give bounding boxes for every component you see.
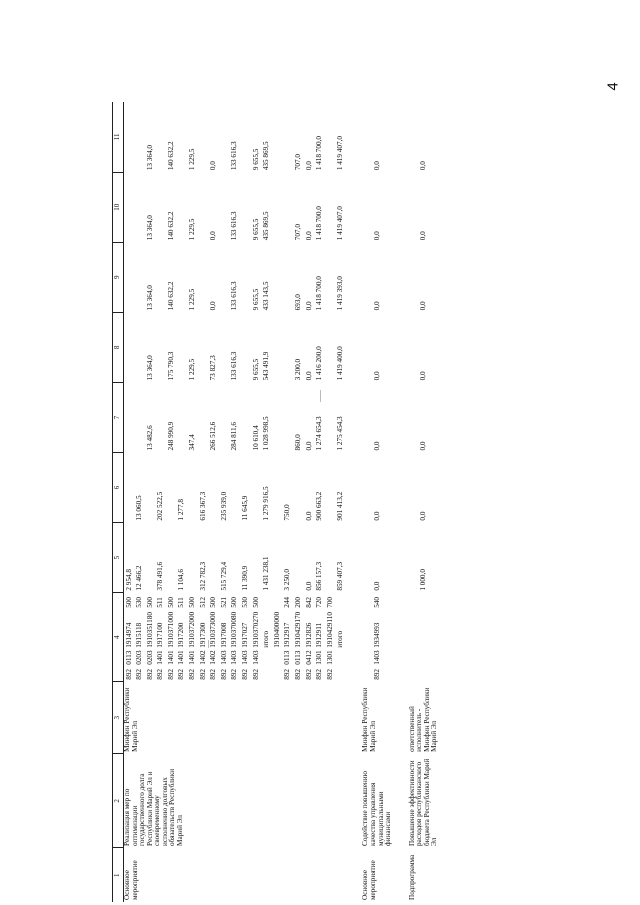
- table-row: [346, 102, 392, 902]
- section-code: 1403: [241, 650, 250, 665]
- target-article-code: 1910372000: [188, 611, 197, 648]
- target-article-code: 1917100: [156, 622, 165, 648]
- amount-cell: 0,0: [304, 161, 313, 171]
- section-code: 0203: [135, 650, 144, 665]
- classification-codes: [294, 593, 305, 682]
- amount-cell: 235 939,0: [219, 491, 228, 521]
- target-article-code: 1915118: [135, 622, 144, 648]
- row-executor: ответственный исполнитель - Минфин Республики Марий Эл: [407, 687, 439, 752]
- amount-cell: [124, 382, 135, 452]
- amount-cell: 2 954,8: [124, 569, 133, 591]
- classification-codes: [124, 593, 135, 682]
- page-number: 4: [604, 82, 622, 91]
- amount-cell: [135, 172, 146, 242]
- target-article-code: 1912911: [315, 622, 324, 648]
- column-number: 5: [113, 523, 124, 593]
- amount-cell: [251, 523, 262, 593]
- expense-type-code: 720: [315, 596, 324, 608]
- classification-codes: [393, 593, 439, 682]
- admin-code: 892: [372, 668, 381, 680]
- expense-type-code: 244: [283, 596, 292, 608]
- amount-cell: 433 143,5: [262, 281, 271, 311]
- amount-cell: 9 655,5: [251, 358, 260, 381]
- classification-codes: [230, 593, 241, 682]
- target-article-code: 1910429110: [325, 612, 334, 648]
- table-row: [124, 102, 135, 902]
- amount-cell: 284 811,6: [230, 422, 239, 451]
- amount-cell: [325, 382, 336, 452]
- amount-cell: 9 655,5: [251, 148, 260, 171]
- amount-cell: [135, 312, 146, 382]
- amount-cell: 856 157,3: [315, 561, 324, 591]
- column-number: 3: [113, 682, 124, 754]
- admin-code: 892: [188, 668, 197, 680]
- amount-cell: 13 060,5: [135, 495, 144, 521]
- target-article-code: 1914974: [124, 622, 133, 648]
- amount-cell: [251, 452, 262, 522]
- target-article-code: 1912826: [304, 622, 313, 648]
- column-number: 4: [113, 593, 124, 682]
- amount-cell: 0,0: [209, 161, 218, 171]
- amount-cell: [156, 102, 167, 172]
- classification-codes: [241, 593, 252, 682]
- amount-cell: 707,0: [294, 154, 303, 171]
- amount-cell: 133 616,3: [230, 281, 239, 311]
- expense-type-code: 500: [251, 596, 260, 608]
- amount-cell: 1 274 654,3: [315, 416, 324, 451]
- classification-codes: [135, 593, 146, 682]
- column-number: 11: [113, 102, 124, 172]
- amount-cell: [198, 382, 209, 452]
- expense-type-code: 511: [156, 597, 165, 608]
- expense-type-code: 540: [372, 596, 381, 608]
- target-article-code: 1934993: [372, 622, 381, 648]
- amount-cell: 0,0: [372, 441, 381, 451]
- amount-cell: 0,0: [372, 161, 381, 171]
- amount-cell: 0,0: [419, 511, 428, 521]
- admin-code: 892: [209, 668, 218, 680]
- amount-cell: [325, 523, 336, 593]
- section-code: 1402: [209, 650, 218, 665]
- amount-cell: [272, 172, 283, 242]
- amount-cell: 133 616,3: [230, 351, 239, 381]
- amount-cell: 0,0: [209, 301, 218, 311]
- amount-cell: 0,0: [304, 301, 313, 311]
- section-code: 1403: [230, 650, 239, 665]
- amount-cell: [325, 172, 336, 242]
- table-body: [124, 102, 439, 902]
- amount-cell: 175 790,3: [166, 351, 175, 381]
- amount-cell: 1 229,5: [188, 358, 197, 381]
- amount-cell: [135, 382, 146, 452]
- target-article-code: 1910351180: [145, 612, 154, 648]
- column-number: 7: [113, 382, 124, 452]
- amount-cell: [177, 242, 188, 312]
- section-code: 1401: [188, 650, 197, 665]
- amount-cell: 0,0: [304, 441, 313, 451]
- admin-code: 892: [241, 668, 250, 680]
- amount-cell: [198, 172, 209, 242]
- amount-cell: 378 491,6: [156, 561, 165, 591]
- amount-cell: 266 512,6: [209, 421, 218, 451]
- amount-cell: 1 229,5: [188, 218, 197, 241]
- amount-cell: 901 413,2: [336, 491, 345, 521]
- amount-cell: [177, 172, 188, 242]
- expense-type-code: 530: [135, 596, 144, 608]
- amount-cell: [188, 523, 199, 593]
- column-number: 6: [113, 452, 124, 522]
- admin-code: 892: [251, 668, 260, 680]
- amount-cell: [294, 452, 305, 522]
- section-code: 1401: [166, 650, 175, 665]
- expense-type-code: 842: [304, 596, 313, 608]
- row-executor: Минфин Республики Марий Эл: [361, 687, 378, 752]
- classification-codes: [262, 593, 273, 682]
- amount-cell: [124, 242, 135, 312]
- amount-cell: [294, 523, 305, 593]
- classification-codes: [272, 593, 283, 682]
- amount-cell: [198, 102, 209, 172]
- amount-cell: [230, 452, 241, 522]
- column-number: 10: [113, 172, 124, 242]
- amount-cell: 0,0: [419, 231, 428, 241]
- amount-cell: [272, 523, 283, 593]
- row-type: Основное мероприятие: [361, 860, 378, 900]
- amount-cell: [166, 452, 177, 522]
- amount-cell: 1 418 700,0: [315, 136, 324, 171]
- amount-cell: 11 390,9: [241, 565, 250, 591]
- amount-cell: [177, 382, 188, 452]
- amount-cell: [124, 312, 135, 382]
- classification-codes: [283, 593, 294, 682]
- classification-codes: [188, 593, 199, 682]
- section-code: 1301: [325, 650, 334, 665]
- amount-cell: 0,0: [419, 161, 428, 171]
- amount-cell: [272, 382, 283, 452]
- amount-cell: [209, 523, 220, 593]
- target-article-code: 1917027: [241, 622, 250, 648]
- amount-cell: [156, 382, 167, 452]
- amount-cell: [209, 452, 220, 522]
- budget-table: [112, 102, 439, 902]
- amount-cell: [230, 523, 241, 593]
- amount-cell: 1 104,6: [177, 569, 186, 591]
- target-article-code: 1917300: [198, 622, 207, 648]
- amount-cell: 750,0: [283, 504, 292, 521]
- section-code: 0113: [283, 650, 292, 665]
- section-code: 1301: [315, 650, 324, 665]
- amount-cell: 0,0: [304, 371, 313, 381]
- amount-cell: 0,0: [372, 581, 381, 591]
- amount-cell: [219, 242, 230, 312]
- expense-type-code: 700: [325, 596, 334, 608]
- admin-code: 892: [230, 668, 239, 680]
- classification-codes: [346, 593, 392, 682]
- admin-code: 892: [304, 668, 313, 680]
- target-article-code: 1910370270: [251, 611, 260, 648]
- classification-codes: [251, 593, 262, 682]
- classification-codes: [198, 593, 209, 682]
- expense-type-code: 500: [166, 596, 175, 608]
- amount-cell: [219, 382, 230, 452]
- admin-code: 892: [156, 668, 165, 680]
- column-number-header: [113, 102, 124, 902]
- amount-cell: [156, 242, 167, 312]
- row-name: Повышение эффективности расходов республиканского бюджета Республики Марий Эл: [407, 758, 439, 846]
- amount-cell: 140 632,2: [166, 211, 175, 241]
- section-code: 1403: [251, 650, 260, 665]
- amount-cell: 1 419 407,0: [336, 206, 345, 241]
- amount-cell: [272, 452, 283, 522]
- target-article-code: 1910429170: [294, 611, 303, 648]
- amount-cell: 859 407,3: [336, 561, 345, 591]
- amount-cell: [145, 523, 156, 593]
- amount-cell: 13 482,6: [145, 425, 154, 451]
- admin-code: 892: [294, 668, 303, 680]
- amount-cell: 1 229,5: [188, 148, 197, 171]
- amount-cell: 11 645,9: [241, 495, 250, 521]
- target-article-code: 1910371000: [166, 611, 175, 648]
- amount-cell: [241, 242, 252, 312]
- admin-code: 892: [145, 668, 154, 680]
- admin-code: 892: [219, 668, 228, 680]
- amount-cell: 9 655,5: [251, 288, 260, 311]
- amount-cell: 133 616,3: [230, 211, 239, 241]
- amount-cell: [325, 242, 336, 312]
- amount-cell: 435 869,5: [262, 141, 271, 171]
- section-code: 0113: [294, 650, 303, 665]
- amount-cell: 1 279 916,5: [262, 486, 271, 521]
- amount-cell: 140 632,2: [166, 281, 175, 311]
- classification-codes: [145, 593, 156, 682]
- classification-codes: [325, 593, 336, 682]
- amount-cell: [283, 312, 294, 382]
- admin-code: 892: [198, 668, 207, 680]
- expense-type-code: 521: [219, 596, 228, 608]
- amount-cell: 3 250,0: [283, 569, 292, 591]
- amount-cell: 0,0: [419, 441, 428, 451]
- amount-cell: [177, 312, 188, 382]
- expense-type-code: 511: [177, 597, 186, 608]
- amount-cell: 13 364,0: [145, 285, 154, 311]
- amount-cell: [124, 172, 135, 242]
- section-code: 1401: [156, 650, 165, 665]
- amount-cell: 0,0: [372, 301, 381, 311]
- amount-cell: 900 663,2: [315, 491, 324, 521]
- amount-cell: 140 632,2: [166, 141, 175, 171]
- amount-cell: 0,0: [304, 231, 313, 241]
- expense-type-code: 500: [209, 596, 218, 608]
- amount-cell: [325, 102, 336, 172]
- amount-cell: 435 869,5: [262, 211, 271, 241]
- amount-cell: 1 277,8: [177, 499, 186, 521]
- amount-cell: 1 419 407,0: [336, 136, 345, 171]
- amount-cell: 0,0: [419, 371, 428, 381]
- classification-codes: [166, 593, 177, 682]
- column-number: 1: [113, 848, 124, 902]
- amount-cell: [283, 102, 294, 172]
- target-article-code: 1917200: [177, 622, 186, 648]
- expense-type-code: 500: [145, 596, 154, 608]
- amount-cell: [124, 452, 135, 522]
- amount-cell: [325, 312, 336, 382]
- classification-codes: [156, 593, 167, 682]
- admin-code: 892: [177, 668, 186, 680]
- amount-cell: [124, 102, 135, 172]
- row-name: Реализация мер по оптимизации государственного долга Республики Марий Эл и своевременному исполнению долговых обязательств Республики Марий Эл: [123, 768, 184, 846]
- amount-cell: [177, 102, 188, 172]
- amount-cell: 13 364,0: [145, 145, 154, 171]
- column-number: 2: [113, 754, 124, 848]
- expense-type-code: 500: [124, 596, 133, 608]
- admin-code: 892: [315, 668, 324, 680]
- section-code: 1403: [372, 650, 381, 665]
- amount-cell: 1 419 393,0: [336, 276, 345, 311]
- column-number: 8: [113, 312, 124, 382]
- section-code: 0203: [145, 650, 154, 665]
- amount-cell: 0,0: [304, 581, 313, 591]
- expense-type-code: 500: [188, 596, 197, 608]
- amount-cell: 1 419 400,0: [336, 346, 345, 381]
- admin-code: 892: [124, 668, 133, 680]
- amount-cell: [135, 242, 146, 312]
- amount-cell: 0,0: [372, 231, 381, 241]
- amount-cell: 1 418 700,0: [315, 276, 324, 311]
- target-article-code: 1910373000: [209, 611, 218, 648]
- amount-cell: [272, 102, 283, 172]
- target-article-code: 1912917: [283, 622, 292, 648]
- amount-cell: 1 028 998,5: [262, 416, 271, 451]
- amount-cell: 1 229,5: [188, 288, 197, 311]
- amount-cell: 312 782,3: [198, 561, 207, 591]
- amount-cell: [156, 172, 167, 242]
- amount-cell: 1 416 200,0: [315, 346, 324, 381]
- expense-type-code: 500: [230, 596, 239, 608]
- amount-cell: 0,0: [372, 511, 381, 521]
- amount-cell: 0,0: [372, 371, 381, 381]
- amount-cell: 9 655,5: [251, 218, 260, 241]
- amount-cell: [198, 312, 209, 382]
- target-article-code: итого: [262, 630, 271, 648]
- amount-cell: 1 418 700,0: [315, 206, 324, 241]
- classification-codes: [336, 593, 347, 682]
- amount-cell: 0,0: [419, 301, 428, 311]
- amount-cell: 13 364,0: [145, 355, 154, 381]
- target-article-code: 1910400000: [272, 611, 281, 648]
- row-name: Содействие повышению качества управления муниципальными финансами: [361, 771, 393, 846]
- amount-cell: [325, 452, 336, 522]
- amount-cell: 616 367,3: [198, 491, 207, 521]
- target-article-code: 1910370080: [230, 611, 239, 648]
- expense-type-code: 530: [241, 596, 250, 608]
- classification-codes: [304, 593, 315, 682]
- admin-code: 892: [166, 668, 175, 680]
- row-type: Основное мероприятие: [123, 860, 139, 900]
- amount-cell: [135, 102, 146, 172]
- section-code: 1403: [219, 650, 228, 665]
- amount-cell: [241, 382, 252, 452]
- amount-cell: 73 827,3: [209, 355, 218, 381]
- amount-cell: 347,4: [188, 434, 197, 451]
- target-article-code: итого: [336, 630, 345, 648]
- target-article-code: 1917008: [219, 622, 228, 648]
- row-executor: Минфин Республики Марий Эл: [123, 687, 139, 752]
- amount-cell: 1 000,0: [419, 569, 428, 591]
- amount-cell: 515 729,4: [219, 561, 228, 591]
- admin-code: 892: [283, 668, 292, 680]
- amount-cell: [219, 172, 230, 242]
- expense-type-code: 200: [294, 596, 303, 608]
- expense-type-code: 512: [198, 596, 207, 608]
- amount-cell: 12 466,2: [135, 565, 144, 591]
- amount-cell: 1 431 238,1: [262, 556, 271, 591]
- amount-cell: 0,0: [304, 511, 313, 521]
- section-code: 0113: [124, 650, 133, 665]
- amount-cell: [241, 312, 252, 382]
- amount-cell: 10 610,4: [251, 425, 260, 451]
- amount-cell: [272, 242, 283, 312]
- amount-cell: [166, 523, 177, 593]
- amount-cell: 0,0: [209, 231, 218, 241]
- amount-cell: [188, 452, 199, 522]
- table-row: [393, 102, 439, 902]
- amount-cell: [219, 312, 230, 382]
- rotated-table-stage: [112, 102, 516, 902]
- amount-cell: 13 364,0: [145, 215, 154, 241]
- amount-cell: 860,0: [294, 434, 303, 451]
- amount-cell: [283, 172, 294, 242]
- column-number: 9: [113, 242, 124, 312]
- amount-cell: 1 275 454,3: [336, 416, 345, 451]
- admin-code: 892: [325, 668, 334, 680]
- amount-cell: 543 491,9: [262, 351, 271, 381]
- amount-cell: [219, 102, 230, 172]
- amount-cell: [241, 172, 252, 242]
- amount-cell: [198, 242, 209, 312]
- classification-codes: [177, 593, 188, 682]
- amount-cell: 707,0: [294, 224, 303, 241]
- amount-cell: 202 522,5: [156, 491, 165, 521]
- amount-cell: 133 616,3: [230, 141, 239, 171]
- admin-code: 892: [135, 668, 144, 680]
- amount-cell: [145, 452, 156, 522]
- amount-cell: 248 990,9: [166, 421, 175, 451]
- section-code: 1402: [198, 650, 207, 665]
- amount-cell: 693,0: [294, 294, 303, 311]
- classification-codes: [209, 593, 220, 682]
- row-type: Подпрограмма: [407, 854, 416, 900]
- amount-cell: [283, 382, 294, 452]
- section-code: 1401: [177, 650, 186, 665]
- classification-codes: [315, 593, 326, 682]
- amount-cell: 3 200,0: [294, 358, 303, 381]
- amount-cell: [283, 242, 294, 312]
- classification-codes: [219, 593, 230, 682]
- section-code: 0412: [304, 650, 313, 665]
- amount-cell: [156, 312, 167, 382]
- amount-cell: [272, 312, 283, 382]
- amount-cell: [241, 102, 252, 172]
